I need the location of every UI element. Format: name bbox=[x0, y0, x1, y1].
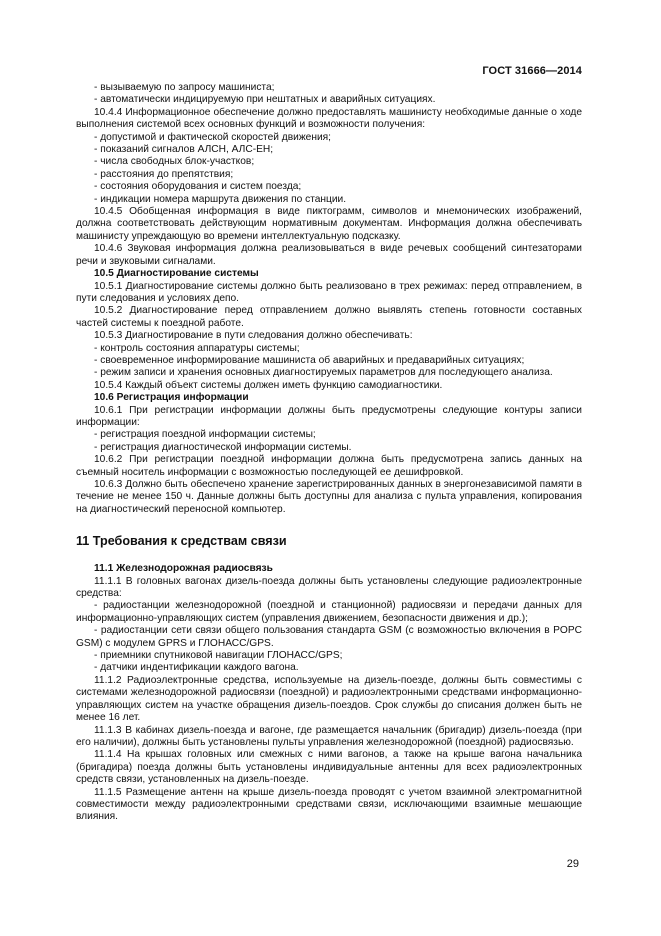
subsection-heading: 10.5 Диагностирование системы bbox=[94, 268, 259, 280]
document-id: ГОСТ 31666—2014 bbox=[482, 65, 582, 77]
page-number: 29 bbox=[566, 858, 579, 870]
paragraph: 10.5.4 Каждый объект системы должен иметь функцию самодиагностики. bbox=[94, 379, 443, 391]
list-item: - показаний сигналов АЛСН, АЛС-ЕН; bbox=[94, 144, 274, 156]
paragraph: 10.4.4 Информационное обеспечение должно предоставлять машинисту необходимые данные о ходе выполнения системой всех основных функций и возможности получения: bbox=[76, 106, 582, 131]
section-heading: 11 Требования к средствам связи bbox=[76, 534, 287, 549]
subsection-heading: 11.1 Железнодорожная радиосвязь bbox=[94, 563, 273, 575]
paragraph: 10.5.1 Диагностирование системы должно быть реализовано в трех режимах: перед отправлением, в пути следования и условиях депо. bbox=[76, 280, 582, 304]
list-item: - расстояния до препятствия; bbox=[94, 168, 234, 180]
paragraph: 11.1.1 В головных вагонах дизель-поезда должны быть установлены следующие радиоэлектронные средства: bbox=[76, 575, 582, 600]
list-item: - контроль состояния аппаратуры системы; bbox=[94, 342, 300, 354]
paragraph: 10.5.2 Диагностирование перед отправлением должно выявлять степень готовности составных частей системы к поездной работе. bbox=[76, 305, 582, 329]
list-item: - режим записи и хранения основных диагностируемых параметров для последующего анализа. bbox=[94, 367, 553, 379]
list-item: - числа свободных блок-участков; bbox=[94, 156, 255, 168]
list-item: - вызываемую по запросу машиниста; bbox=[94, 82, 275, 93]
list-item: - регистрация поездной информации системы; bbox=[94, 429, 316, 441]
paragraph: 11.1.2 Радиоэлектронные средства, используемые на дизель-поезде, должны быть совместимы с системами железнодорожной радиосвязи (поездной) и радиоэлектронными средствами информационно-управляющих систем на участке обращения дизель-поездов. Срок службы до списания должен быть не менее 16 лет. bbox=[76, 674, 582, 724]
subsection-heading: 10.6 Регистрация информации bbox=[94, 392, 249, 404]
document-body bbox=[76, 82, 582, 824]
list-item: - регистрация диагностической информации системы. bbox=[94, 441, 352, 453]
paragraph: 11.1.5 Размещение антенн на крыше дизель-поезда проводят с учетом взаимной электромагнитной совместимости между радиоэлектронными средствами связи, исключающими взаимные мешающие влияния. bbox=[76, 786, 582, 823]
list-item: - радиостанции сети связи общего пользования стандарта GSM (с возможностью включения в POPC GSM) с модулем GPRS и ГЛОНАСС/GPS. bbox=[76, 625, 582, 649]
list-item: - индикации номера маршрута движения по станции. bbox=[94, 193, 347, 205]
list-item: - допустимой и фактической скоростей движения; bbox=[94, 131, 331, 143]
paragraph: 10.6.2 При регистрации поездной информации должна быть предусмотрена запись данных на съемный носитель информации с возможностью последующей ее дешифровкой. bbox=[76, 454, 582, 478]
paragraph: 10.5.3 Диагностирование в пути следования должно обеспечивать: bbox=[94, 330, 413, 342]
paragraph: 10.4.6 Звуковая информация должна реализовываться в виде речевых сообщений синтезаторами речи и звуковыми сигналами. bbox=[76, 243, 582, 267]
list-item: - датчики индентификации каждого вагона. bbox=[94, 662, 299, 674]
list-item: - радиостанции железнодорожной (поездной и станционной) радиосвязи и передачи данных для информационно-управляющих систем (управления движением, безопасности движения и др.); bbox=[76, 600, 582, 624]
paragraph: 10.6.3 Должно быть обеспечено хранение зарегистрированных данных в энергонезависимой памяти в течение не менее 150 ч. Данные должны быть доступны для анализа с пульта управления, копирования на диагностический переносной компьютер. bbox=[76, 479, 582, 515]
list-item: - приемники спутниковой навигации ГЛОНАСС/GPS; bbox=[94, 650, 343, 662]
list-item: - своевременное информирование машиниста об аварийных и предаварийных ситуациях; bbox=[94, 354, 525, 366]
list-item: - состояния оборудования и систем поезда; bbox=[94, 181, 302, 193]
paragraph: 11.1.4 На крышах головных или смежных с ними вагонов, а также на крыше вагона начальника (бригадира) поезда должны быть установлены индивидуальные антенны для всех радиоэлектронных средств связи, установленных на дизель-поезде. bbox=[76, 749, 582, 786]
paragraph: 11.1.3 В кабинах дизель-поезда и вагоне, где размещается начальник (бригадир) дизель-поезда (при его наличии), должны быть установлены пульты управления железнодорожной (поездной) радиосвязью. bbox=[76, 724, 582, 748]
paragraph: 10.6.1 При регистрации информации должны быть предусмотрены следующие контуры записи информации: bbox=[76, 404, 582, 428]
list-item: - автоматически индицируемую при нештатных и аварийных ситуациях. bbox=[94, 94, 436, 106]
paragraph: 10.4.5 Обобщенная информация в виде пиктограмм, символов и мнемонических изображений, должна соответствовать действующим нормативным документам. Информация должна обеспечивать машинисту упреждающую во времени интеллектуальную подсказку. bbox=[76, 206, 582, 242]
